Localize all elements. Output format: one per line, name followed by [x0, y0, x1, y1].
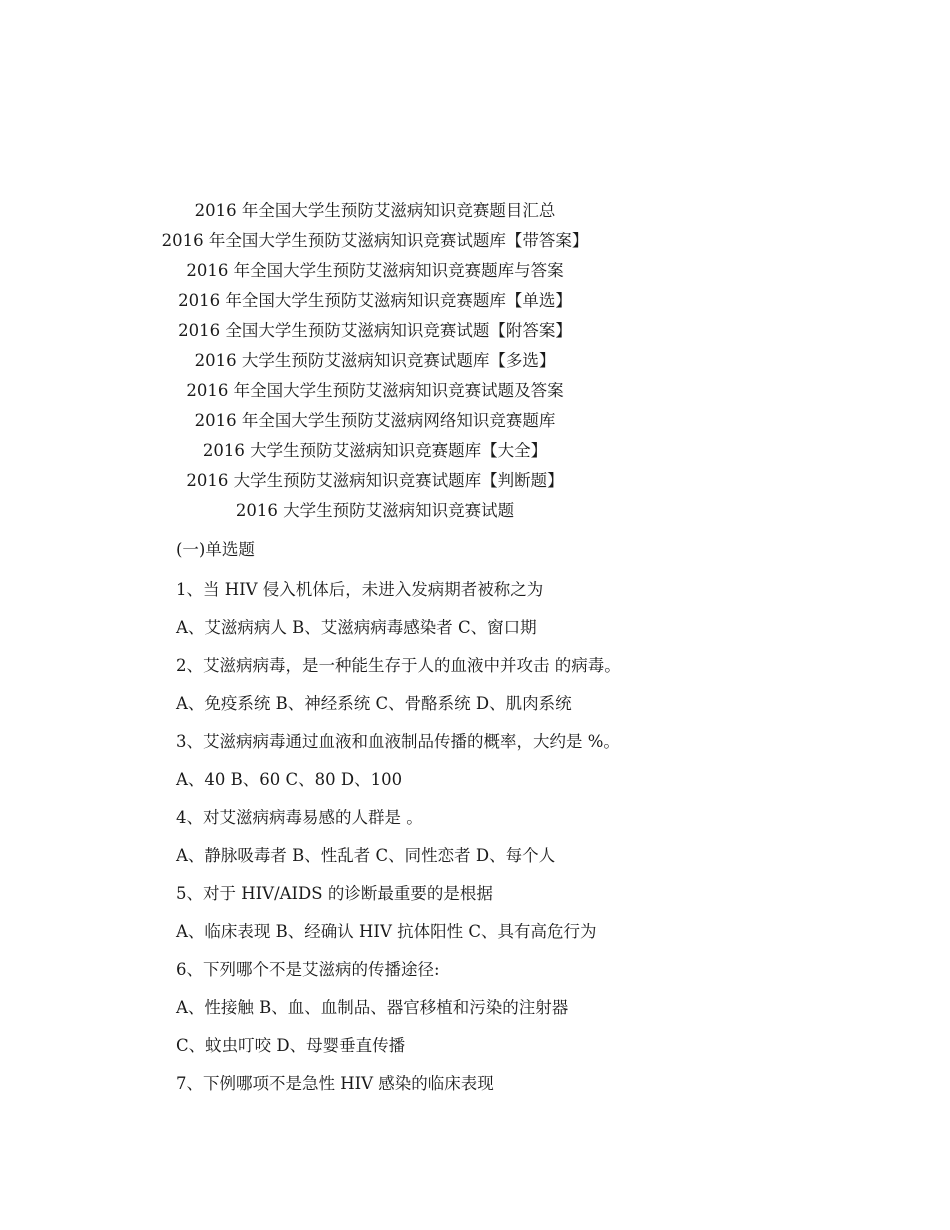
- answer-options: A、临床表现 B、经确认 HIV 抗体阳性 C、具有高危行为: [176, 922, 597, 941]
- title-line: 2016 年全国大学生预防艾滋病知识竞赛试题及答案: [186, 381, 564, 400]
- question-text: 3、艾滋病病毒通过血液和血液制品传播的概率，大约是 %。: [176, 732, 620, 751]
- title-line: 2016 年全国大学生预防艾滋病知识竞赛试题库【带答案】: [161, 231, 589, 250]
- answer-options: A、艾滋病病人 B、艾滋病病毒感染者 C、窗口期: [176, 618, 537, 637]
- question-text: 2、艾滋病病毒，是一种能生存于人的血液中并攻击 的病毒。: [176, 656, 621, 675]
- question-text: 6、下列哪个不是艾滋病的传播途径:: [176, 960, 440, 979]
- answer-options: A、免疫系统 B、神经系统 C、骨酪系统 D、肌肉系统: [176, 694, 572, 713]
- title-line: 2016 年全国大学生预防艾滋病知识竞赛题库【单选】: [178, 291, 572, 310]
- answer-options: A、性接触 B、血、血制品、器官移植和污染的注射器: [176, 998, 569, 1017]
- question-text: 5、对于 HIV/AIDS 的诊断最重要的是根据: [176, 884, 493, 903]
- title-line: 2016 大学生预防艾滋病知识竞赛试题库【多选】: [194, 351, 556, 370]
- question-text: 4、对艾滋病病毒易感的人群是 。: [176, 808, 423, 827]
- answer-options: C、蚊虫叮咬 D、母婴垂直传播: [176, 1036, 406, 1055]
- title-line: 2016 年全国大学生预防艾滋病网络知识竞赛题库: [194, 411, 556, 430]
- title-line: 2016 年全国大学生预防艾滋病知识竞赛题目汇总: [194, 201, 556, 220]
- answer-options: A、40 B、60 C、80 D、100: [176, 770, 403, 789]
- title-line: 2016 大学生预防艾滋病知识竞赛试题: [235, 501, 515, 520]
- title-line: 2016 大学生预防艾滋病知识竞赛题库【大全】: [202, 441, 548, 460]
- answer-options: A、静脉吸毒者 B、性乱者 C、同性恋者 D、每个人: [176, 846, 556, 865]
- question-list: [176, 534, 916, 1106]
- title-line: 2016 大学生预防艾滋病知识竞赛试题库【判断题】: [186, 471, 564, 490]
- question-text: 1、当 HIV 侵入机体后，未进入发病期者被称之为: [176, 580, 544, 599]
- title-list: [0, 196, 750, 526]
- title-line: 2016 全国大学生预防艾滋病知识竞赛试题【附答案】: [178, 321, 572, 340]
- question-text: 7、下例哪项不是急性 HIV 感染的临床表现: [176, 1074, 494, 1093]
- title-line: 2016 年全国大学生预防艾滋病知识竞赛题库与答案: [186, 261, 564, 280]
- section-heading: (一)单选题: [176, 540, 255, 559]
